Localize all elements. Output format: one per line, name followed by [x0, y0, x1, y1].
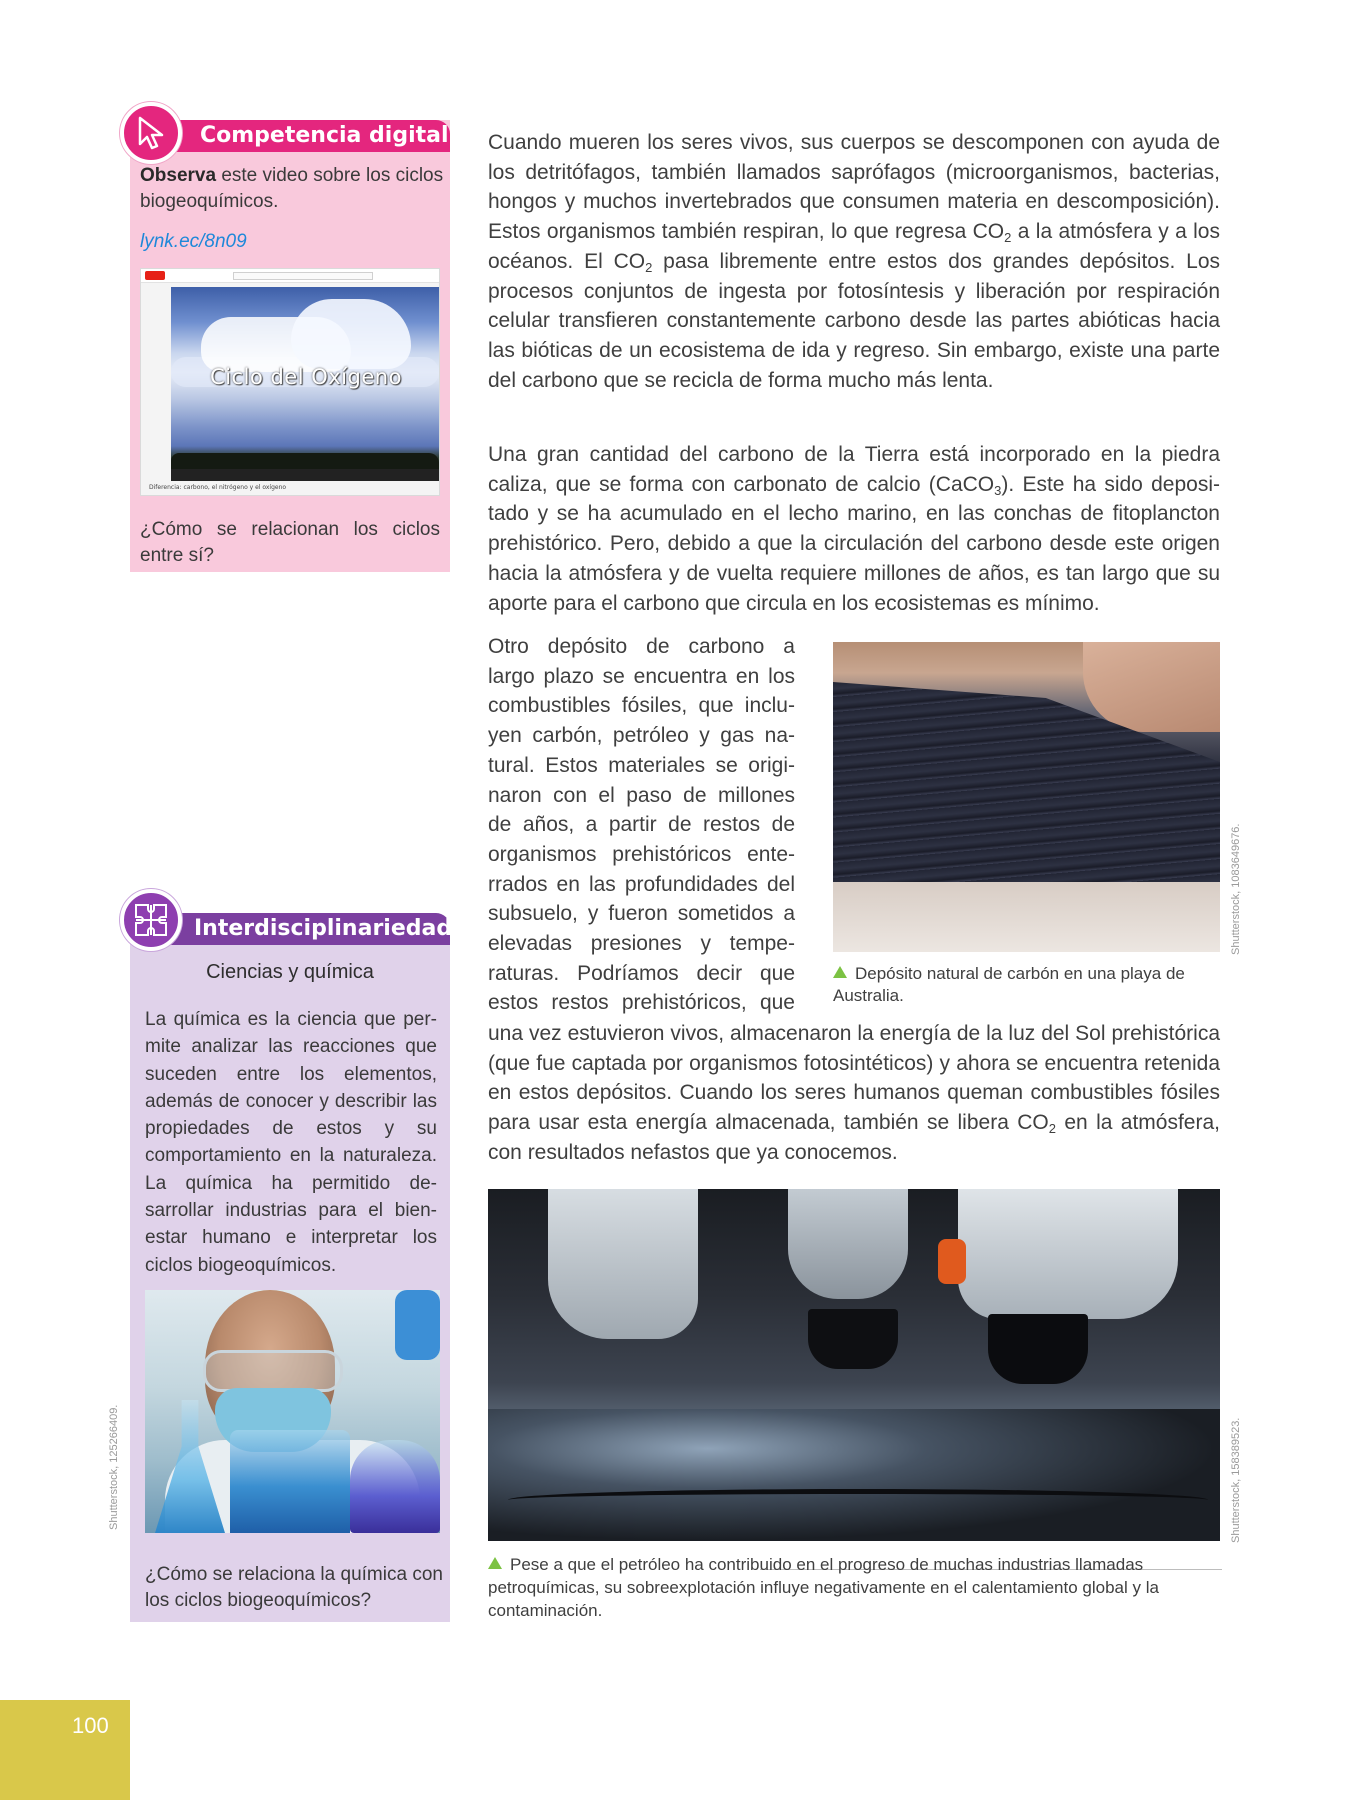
video-frame [171, 287, 439, 481]
photo-credit: Shutterstock, 1083649676. [1230, 823, 1242, 955]
interdisciplinariedad-text: La química es la ciencia que permite analizar las reacciones que suceden entre los elementos, además de conocer y describir las propiedades de estos y su comportamiento en la naturaleza. La química ha permitido desarrollar industrias para el bienestar humano e interpretar los ciclos biogeoquímicos. [145, 1009, 437, 1276]
paragraph-fossil-energy [488, 1019, 1220, 1168]
cursor-icon [120, 102, 182, 164]
coal-caption [833, 963, 1220, 1007]
flask-shape [350, 1440, 440, 1533]
caption-triangle-icon [488, 1557, 502, 1569]
coal-deposit-photo [833, 642, 1220, 952]
text-run: en la atmósfera, con resultados nefastos que ya conocemos. [488, 1111, 1220, 1164]
paragraph-decomposition [488, 128, 1220, 395]
interdisciplinariedad-subtitle: Ciencias y química [206, 961, 374, 983]
text-run: Cuando mueren los seres vivos, sus cuerpos se descomponen con ayuda de los detritófagos, también llamados saprófagos (microorganismos, bacterias, hongos y muchos invertebrados que consumen materia en descomposición). Estos organismos también respiran, lo que regresa CO [488, 131, 1220, 244]
hose-shape [508, 1489, 1208, 1511]
photo-credit: Shutterstock, 158389523. [1230, 1417, 1242, 1543]
page-number-tab [0, 1700, 130, 1800]
text-run: a la atmósfera y a los océanos. El CO [488, 220, 1220, 273]
competencia-digital-instruction [140, 163, 445, 215]
glove-shape [938, 1239, 966, 1284]
caption-text: Depósito natural de carbón en una playa de Australia. [833, 964, 1185, 1005]
competencia-digital-header [170, 120, 450, 152]
observa-label: Observa [140, 165, 217, 186]
text-run: una vez estuvieron vivos, almacenaron la energía de la luz del Sol prehistórica (que fue captada por organismos fotosintéticos) y ahora se encuentra retenida en estos depósitos. Cuando los seres humanos queman combustibles fósiles para usar esta energía almacenada, también se libera CO [488, 1022, 1220, 1135]
subscript: 3 [994, 482, 1002, 498]
subscript: 2 [1048, 1121, 1056, 1137]
paragraph-fossil-fuels: Otro depósito de carbono a largo plazo se encuentra en los combustibles fósiles, que incluyen carbón, petróleo y gas natural. Estos materiales se originaron con el paso de millones de años, a partir de restos de organismos prehistóricos enterrados en las profundidades del subsuelo, y fueron sometidos a elevadas presiones y temperaturas. Podríamos decir que estos restos prehistóricos, que [488, 635, 795, 1015]
video-caption: Diferencia: carbono, el nitrógeno y el oxígeno [149, 484, 287, 491]
worker-suit-shape [548, 1189, 698, 1339]
chemist-photo [145, 1290, 440, 1533]
interdisciplinariedad-question: ¿Cómo se relaciona la química con los ciclos biogeoquímicos? [145, 1564, 443, 1611]
youtube-logo-icon [145, 271, 165, 280]
oil-caption [488, 1553, 1228, 1622]
worker-suit-shape [788, 1189, 908, 1299]
sandstone-shape [1083, 642, 1220, 732]
glove-shape [395, 1290, 440, 1360]
treeline-shape [171, 453, 439, 469]
beaker-shape [230, 1430, 350, 1533]
instruction-text: este video sobre los ciclos biogeoquímicos. [140, 165, 444, 212]
interdisciplinariedad-header [170, 913, 453, 945]
interdisciplinariedad-title: Interdisciplinariedad [194, 916, 453, 941]
bucket-shape [808, 1309, 898, 1369]
text-run: pasa libremente entre estos dos grandes depósitos. Los procesos conjuntos de ingesta por fotosíntesis y liberación por respiración celular transfieren constantemente carbono desde las partes abióticas hacia las bióticas de un ecosistema de ida y regreso. Sin embargo, existe una parte del carbono que se recicla de forma mucho más lenta. [488, 249, 1220, 392]
video-thumbnail[interactable] [140, 268, 440, 496]
page-number: 100 [72, 1713, 109, 1738]
puzzle-icon [120, 889, 182, 951]
beach-sand-shape [833, 882, 1220, 952]
paragraph-limestone [488, 440, 1220, 618]
caption-triangle-icon [833, 966, 847, 978]
cloud-shape [291, 299, 411, 369]
oil-slick-shape [488, 1409, 1220, 1541]
bucket-shape [988, 1314, 1088, 1384]
competencia-digital-title: Competencia digital [200, 123, 449, 148]
video-link[interactable]: lynk.ec/8n09 [140, 231, 247, 252]
subscript: 2 [1004, 230, 1012, 246]
competencia-digital-question: ¿Cómo se relacionan los ciclos entre sí? [140, 519, 440, 566]
text-run: ). Este ha sido depositado y se ha acumulado en el lecho marino, en las conchas de fitoplancton prehistórico. Pero, debido a que la circulación del carbono desde este origen hacia la atmósfera y de vuelta requiere millones de años, es tan largo que su aporte para el carbono que circula en los ecosistemas es mínimo. [488, 472, 1220, 615]
video-title: Ciclo del Oxígeno [210, 365, 402, 389]
text-run: Una gran cantidad del carbono de la Tierra está incorporado en la piedra caliza, que se forma con carbonato de calcio (CaCO [488, 443, 1220, 496]
goggles-shape [203, 1350, 343, 1392]
video-controls[interactable] [171, 469, 439, 481]
oil-spill-photo [488, 1189, 1220, 1541]
video-top-bar [141, 269, 439, 283]
subscript: 2 [645, 259, 653, 275]
video-search-box [233, 272, 373, 280]
worker-suit-shape [958, 1189, 1178, 1319]
caption-text: Pese a que el petróleo ha contribuido en el progreso de muchas industrias llamadas petroquímicas, su sobreexplotación influye negativamente en el calentamiento global y la contaminación. [488, 1555, 1159, 1620]
photo-credit: Shutterstock, 125266409. [108, 1404, 120, 1530]
